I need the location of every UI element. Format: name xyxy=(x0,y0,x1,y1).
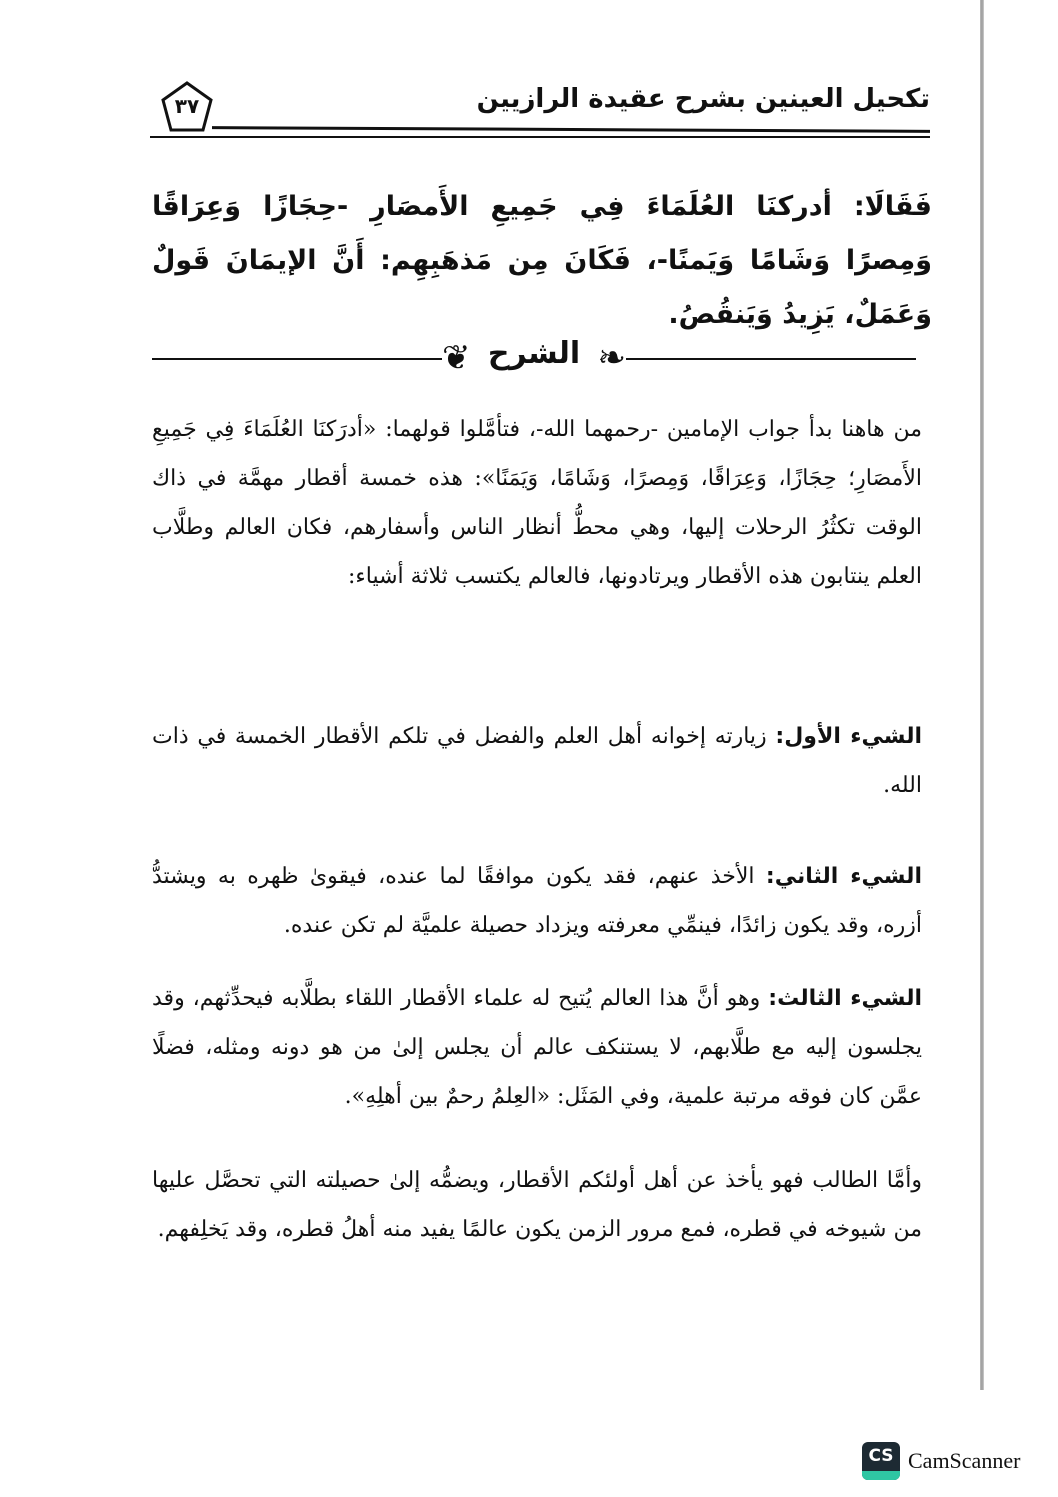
paragraph-text: وأمَّا الطالب فهو يأخذ عن أهل أولئكم الأقطار، ويضمُّه إلىٰ حصيلته التي تحصَّل عليها من شيوخه في قطره، فمع مرور الزمن يكون عالمًا يفيد منه أهلُ قطره، وقد يَخلِفهم. xyxy=(152,1168,922,1242)
ornament-icon: ❦ xyxy=(442,338,471,378)
logo-accent-bar xyxy=(862,1471,900,1480)
camscanner-watermark xyxy=(862,1441,1020,1481)
camscanner-logo-icon xyxy=(862,1442,900,1480)
page-number-badge xyxy=(160,80,214,134)
brand-name: CamScanner xyxy=(908,1448,1021,1473)
ornament-icon: ❧ xyxy=(597,338,626,378)
running-header xyxy=(150,80,930,150)
header-rule xyxy=(212,126,930,133)
scanned-page-edge xyxy=(980,0,984,1390)
page-number: ٣٧ xyxy=(174,94,200,118)
header-rule-lower xyxy=(150,136,930,138)
paragraph-lead: الشيء الأول: xyxy=(775,724,922,749)
paragraph-text: من هاهنا بدأ جواب الإمامين -رحمهما الله-، فتأمَّلوا قولهما: «أدرَكنَا العُلَمَاءَ فِي جَمِيعِ الأَمصَارِ؛ حِجَازًا، وَعِرَاقًا، وَمِصرًا، وَشَامًا، وَيَمَنًا»: هذه خمسة أقطار مهمَّة في ذاك الوقت تكثُرُ الرحلات إليها، وهي محطُّ أنظار الناس وأسفارهم، فكان العالم وطلَّاب العلم ينتابون هذه الأقطار ويرتادونها، فالعالم يكتسب ثلاثة أشياء: xyxy=(152,417,922,589)
section-title: الشرح xyxy=(487,336,581,371)
book-title: تكحيل العينين بشرح عقيدة الرازيين xyxy=(476,84,930,114)
section-divider xyxy=(152,330,916,390)
paragraph-lead: الشيء الثالث: xyxy=(768,986,922,1011)
paragraph xyxy=(152,712,950,810)
paragraph xyxy=(152,1156,950,1254)
divider-line-right xyxy=(626,358,916,360)
paragraph-text: وهو أنَّ هذا العالم يُتيح له علماء الأقطار اللقاء بطلَّابه فيحدِّثهم، وقد يجلسون إليه مع طلَّابهم، لا يستنكف عالم أن يجلس إلىٰ من هو دونه ومثله، فضلًا عمَّن كان فوقه مرتبة علمية، وفي المَثَل: «العِلمُ رحمٌ بين أهلِهِ». xyxy=(152,986,922,1109)
paragraph xyxy=(152,974,950,1121)
matn-text: فَقَالَا: أدركنَا العُلَمَاءَ فِي جَمِيعِ الأَمصَارِ -حِجَازًا وَعِرَاقًا وَمِصرًا وَشَامًا وَيَمنًا-، فَكَانَ مِن مَذهَبِهِم: أَنَّ الإيمَانَ قَولٌ وَعَمَلٌ، يَزِيدُ وَيَنقُصُ. xyxy=(152,191,932,330)
paragraph xyxy=(152,852,950,950)
logo-text: CS xyxy=(868,1446,894,1466)
paragraph-text: زيارته إخوانه أهل العلم والفضل في تلكم الأقطار الخمسة في ذات الله. xyxy=(152,724,922,798)
paragraph xyxy=(152,405,950,601)
paragraph-lead: الشيء الثاني: xyxy=(765,864,922,889)
paragraph-text: الأخذ عنهم، فقد يكون موافقًا لما عنده، فيقوىٰ ظهره به ويشتدُّ أزره، وقد يكون زائدًا، فينمِّي معرفته ويزداد حصيلة علميَّة لم تكن عنده. xyxy=(152,864,922,938)
